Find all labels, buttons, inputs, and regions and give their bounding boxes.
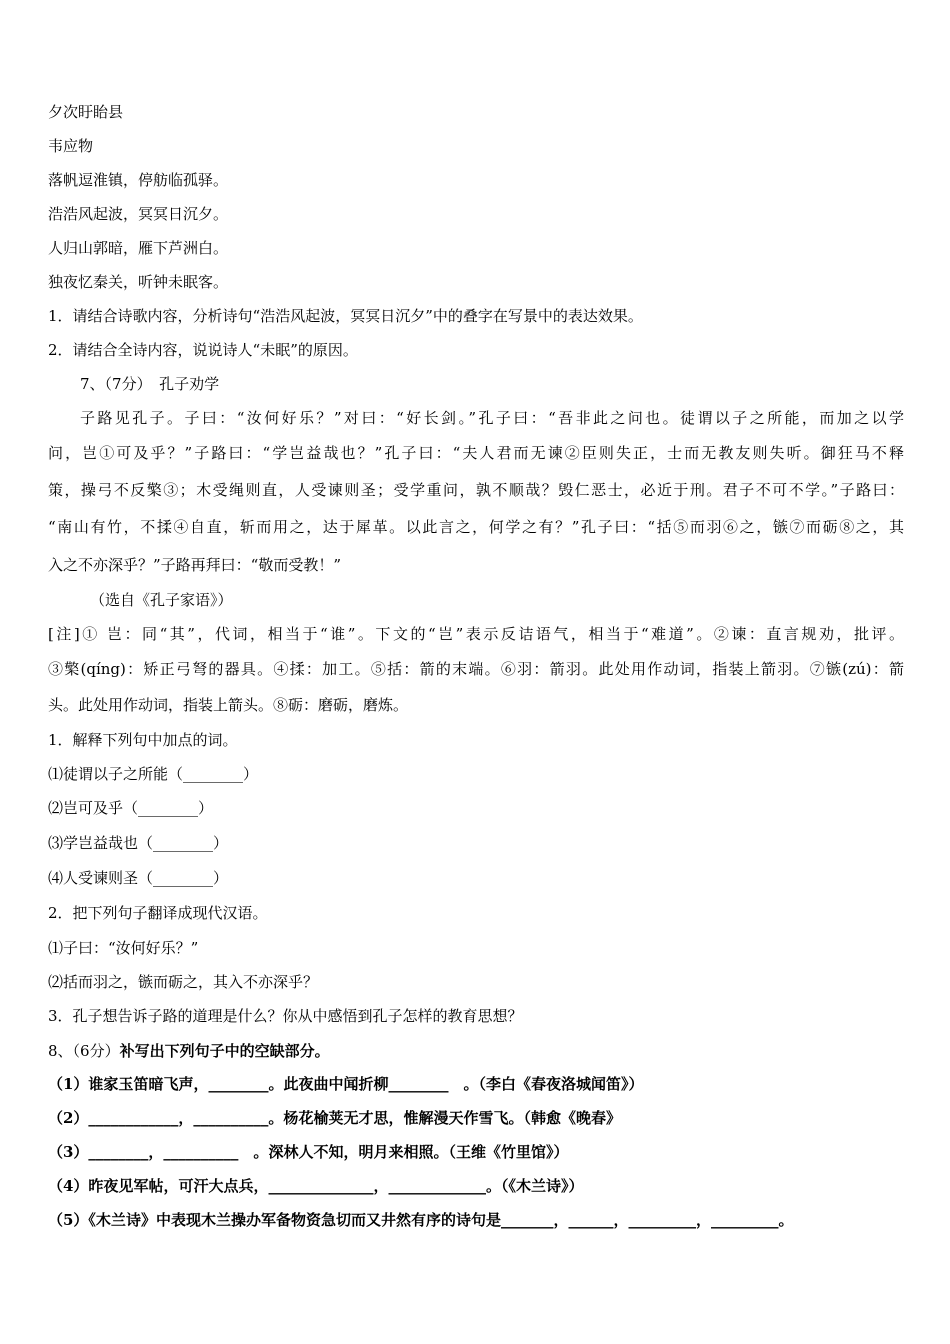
q7-passage-line-5: 入之不亦深乎？”子路再拜曰：“敬而受教！” [48, 556, 342, 574]
poem-line-3: 人归山郭暗，雁下芦洲白。 [48, 239, 229, 257]
q7-item-2-1: ⑴子曰：“汝何好乐？” [48, 939, 199, 957]
q7-passage-line-1: 子路见孔子。子曰：“汝何好乐？”对曰：“好长剑。”孔子曰：“吾非此之问也。徒谓以子之所能，而加之以学 [80, 409, 904, 427]
q7-item-1: 1．解释下列句中加点的词。 [48, 731, 238, 749]
q7-notes-line-2: ③檠(qíng)：矫正弓弩的器具。④揉：加工。⑤括：箭的末端。⑥羽：箭羽。此处用作动词，指装上箭羽。⑦镞(zú)：箭 [48, 660, 904, 678]
q7-heading: 7、（7分） 孔子劝学 [80, 375, 220, 393]
q7-item-2-2: ⑵括而羽之，镞而砺之，其入不亦深乎？ [48, 973, 319, 991]
poem-line-2: 浩浩风起波，冥冥日沉夕。 [48, 205, 229, 223]
q8-item-5: （5）《木兰诗》中表现木兰操办军备物资急切而又井然有序的诗句是_______，______，_________，_________。 [48, 1211, 794, 1229]
q7-source: （选自《孔子家语》） [90, 591, 233, 609]
q7-item-1-3: ⑶学岂益哉也（________） [48, 834, 229, 852]
poem-question-2: 2．请结合全诗内容，说说诗人“未眠”的原因。 [48, 341, 358, 359]
q7-passage-line-2: 问，岂①可及乎？”子路曰：“学岂益哉也？”孔子曰：“夫人君而无谏②臣则失正，士而无教友则失听。御狂马不释 [48, 444, 904, 462]
q8-item-2: （2）____________，__________。杨花榆荚无才思，惟解漫天作雪飞。（韩愈《晚春》 [48, 1109, 621, 1127]
q7-passage-line-4: “南山有竹，不揉④自直，斩而用之，达于犀革。以此言之，何学之有？”孔子曰：“括⑤而羽⑥之，镞⑦而砺⑧之，其 [48, 518, 904, 536]
poem-author: 韦应物 [48, 137, 94, 155]
poem-title: 夕次盱眙县 [48, 103, 124, 121]
q8-item-1: （1）谁家玉笛暗飞声，________。此夜曲中闻折柳________ 。（李白《春夜洛城闻笛》） [48, 1075, 644, 1093]
q7-notes-line-1: [注]① 岂：同“其”，代词，相当于“谁”。下文的“岂”表示反诘语气，相当于“难道”。②谏：直言规劝，批评。 [48, 625, 904, 643]
q8-heading-prefix: 8、（6分） [48, 1042, 120, 1060]
q7-notes-line-3: 头。此处用作动词，指装上箭头。⑧砺：磨砺，磨炼。 [48, 696, 409, 714]
q7-item-1-4: ⑷人受谏则圣（________） [48, 869, 229, 887]
q8-heading [48, 1041, 330, 1061]
q7-item-2: 2．把下列句子翻译成现代汉语。 [48, 904, 268, 922]
q7-passage-line-3: 策，操弓不反檠③；木受绳则直，人受谏则圣；受学重问，孰不顺哉？毁仁恶士，必近于刑。君子不可不学。”子路曰： [48, 481, 904, 499]
q8-heading-text: 补写出下列句子中的空缺部分。 [119, 1042, 330, 1060]
q7-item-1-2: ⑵岂可及乎（________） [48, 799, 214, 817]
q7-item-1-1: ⑴徒谓以子之所能（________） [48, 765, 259, 783]
q8-item-3: （3）________，__________ 。深林人不知，明月来相照。（王维《竹里馆》） [48, 1143, 569, 1161]
q7-item-3: 3．孔子想告诉子路的道理是什么？你从中感悟到孔子怎样的教育思想？ [48, 1007, 523, 1025]
poem-question-1: 1．请结合诗歌内容，分析诗句“浩浩风起波，冥冥日沉夕”中的叠字在写景中的表达效果。 [48, 307, 643, 325]
poem-line-1: 落帆逗淮镇，停舫临孤驿。 [48, 171, 229, 189]
q8-item-4: （4）昨夜见军帖，可汗大点兵，______________，_____________。（《木兰诗》） [48, 1177, 584, 1195]
poem-line-4: 独夜忆秦关，听钟未眠客。 [48, 273, 229, 291]
